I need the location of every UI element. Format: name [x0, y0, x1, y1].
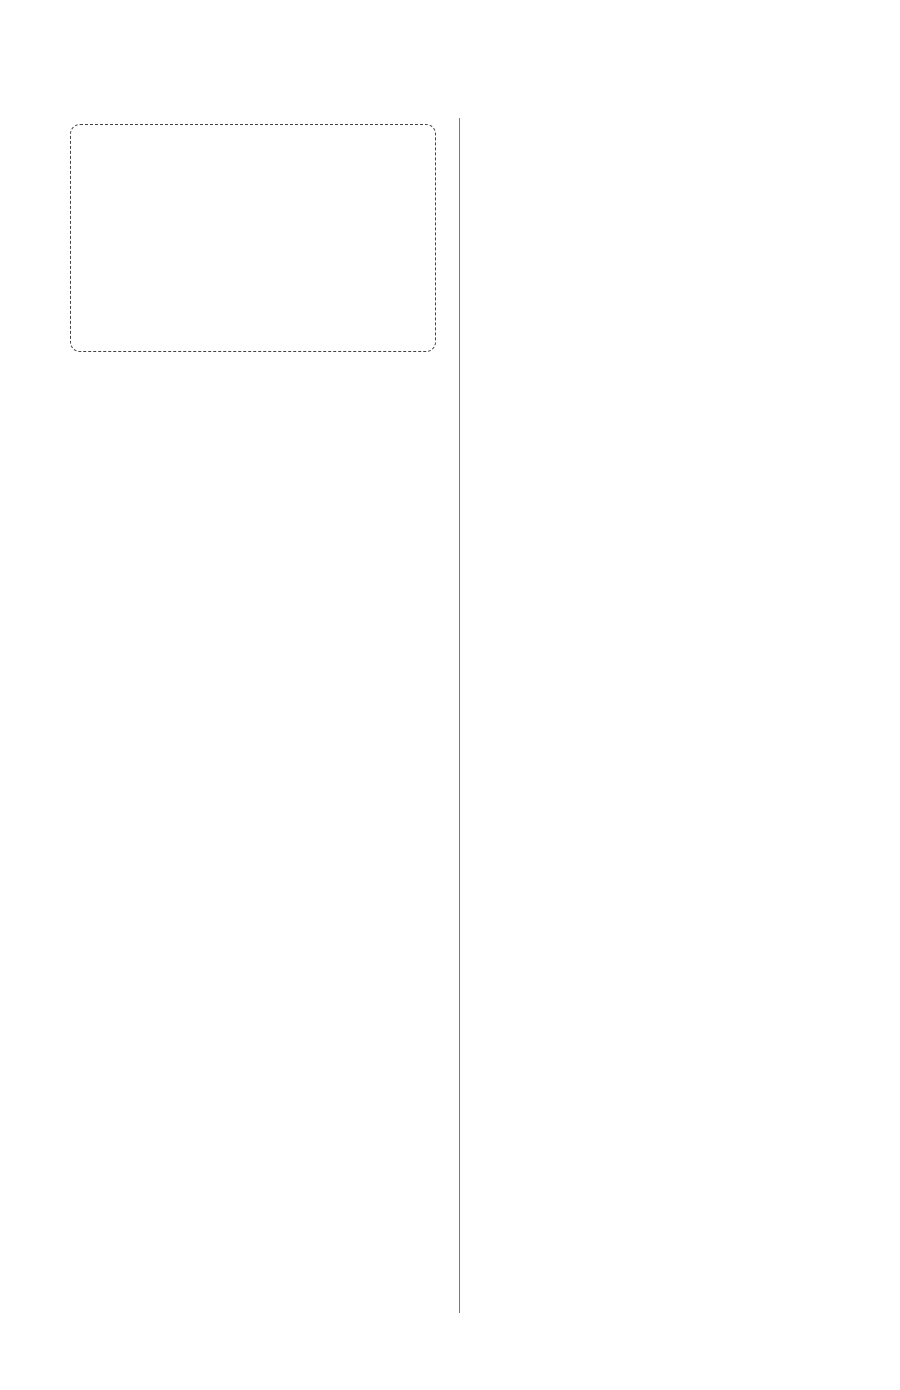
- column-divider: [459, 118, 460, 1313]
- analysis-box: [70, 124, 436, 352]
- page-footer: [752, 1320, 756, 1360]
